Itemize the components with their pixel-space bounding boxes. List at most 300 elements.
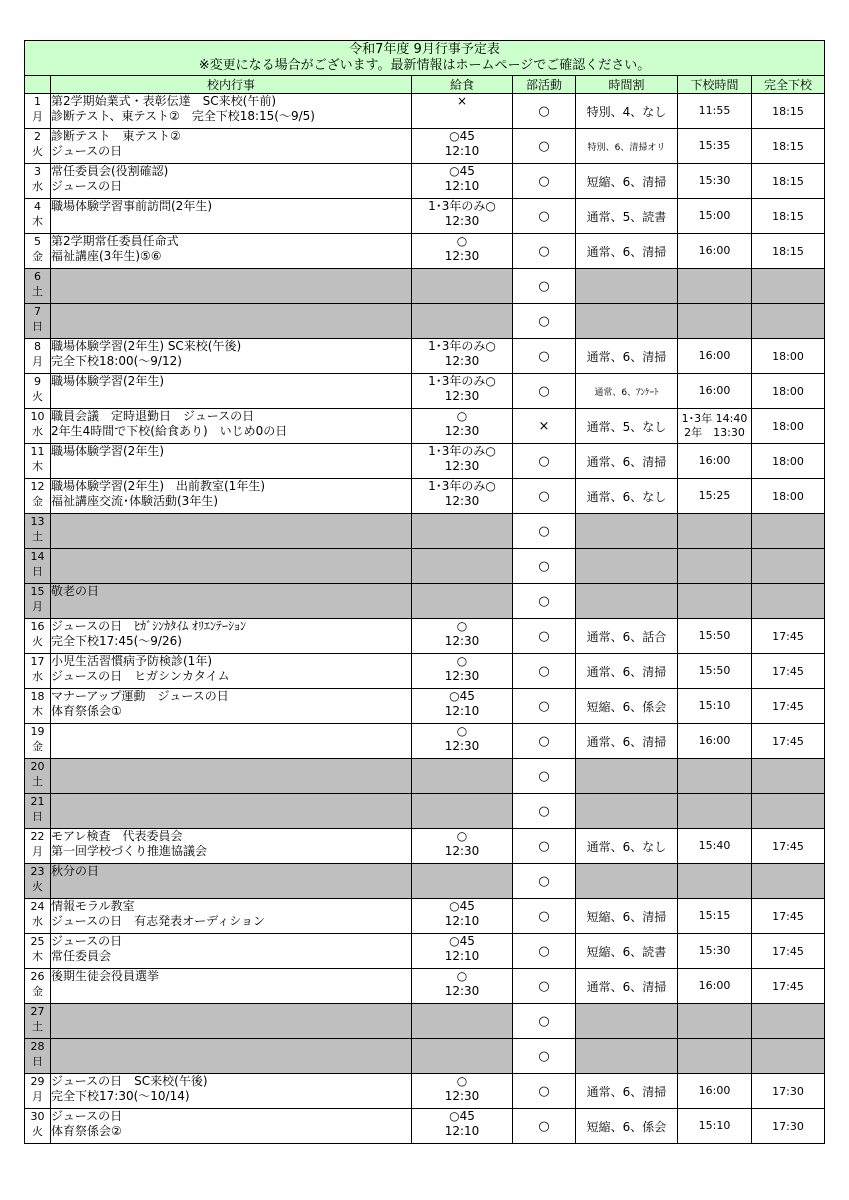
weekday: 金 xyxy=(32,740,43,753)
page-title xyxy=(25,41,825,76)
club-cell: ○ xyxy=(513,724,576,759)
club-cell: ○ xyxy=(513,129,576,164)
dismissal-cell xyxy=(678,129,752,164)
table-row xyxy=(25,1074,825,1109)
dismissal-cell xyxy=(678,794,752,829)
timetable-cell: 短縮、6、係会 xyxy=(576,1109,678,1144)
lunch-time: 12:30 xyxy=(444,459,480,473)
day-number: 23 xyxy=(30,865,45,878)
weekday: 火 xyxy=(32,1125,43,1138)
table-row xyxy=(25,1004,825,1039)
header-final-dismissal: 完全下校 xyxy=(752,76,825,94)
event-line-2: 2年生4時間で下校(給食あり) いじめ0の日 xyxy=(51,424,288,438)
table-row xyxy=(25,304,825,339)
final-dismissal-cell: 17:30 xyxy=(752,1109,825,1144)
day-number: 9 xyxy=(34,375,41,388)
weekday: 木 xyxy=(32,950,43,963)
timetable-cell: 通常、6、話合 xyxy=(576,619,678,654)
lunch-status: ○ xyxy=(456,969,468,983)
dismissal-cell xyxy=(678,969,752,1004)
lunch-cell xyxy=(412,794,513,829)
table-row xyxy=(25,864,825,899)
weekday: 火 xyxy=(32,390,43,403)
title-line-2: ※変更になる場合がございます。最新情報はホームページでご確認ください。 xyxy=(198,58,651,73)
club-cell: ○ xyxy=(513,549,576,584)
lunch-time: 12:30 xyxy=(444,354,480,368)
lunch-status: ○45 xyxy=(449,164,475,178)
table-row xyxy=(25,899,825,934)
club-cell: ○ xyxy=(513,584,576,619)
day-number: 8 xyxy=(34,340,41,353)
weekday: 水 xyxy=(32,180,43,193)
event-line-1: 第2学期常任委員任命式 xyxy=(51,234,179,248)
day-number: 16 xyxy=(30,620,45,633)
final-dismissal-cell: 18:00 xyxy=(752,444,825,479)
final-dismissal-cell xyxy=(752,759,825,794)
final-dismissal-cell: 17:45 xyxy=(752,934,825,969)
lunch-cell xyxy=(412,129,513,164)
timetable-cell xyxy=(576,269,678,304)
final-dismissal-cell xyxy=(752,794,825,829)
club-cell: ○ xyxy=(513,164,576,199)
lunch-status: 1･3年のみ○ xyxy=(428,339,496,353)
final-dismissal-cell: 17:45 xyxy=(752,619,825,654)
dismissal-time: 15:50 xyxy=(698,629,731,642)
lunch-cell xyxy=(412,654,513,689)
event-line-2: ジュースの日 ヒガシンカタイム xyxy=(51,669,230,683)
weekday: 土 xyxy=(32,285,43,298)
club-cell: ○ xyxy=(513,374,576,409)
table-row xyxy=(25,234,825,269)
final-dismissal-cell xyxy=(752,304,825,339)
weekday: 月 xyxy=(32,110,43,123)
timetable-cell xyxy=(576,1039,678,1074)
dismissal-time: 16:00 xyxy=(698,454,731,467)
weekday: 日 xyxy=(32,320,43,333)
final-dismissal-cell: 18:00 xyxy=(752,479,825,514)
dismissal-time: 15:30 xyxy=(698,174,731,187)
events-cell xyxy=(51,619,412,654)
event-line-2: ジュースの日 xyxy=(51,179,123,193)
lunch-time: 12:30 xyxy=(444,844,480,858)
lunch-status: 1･3年のみ○ xyxy=(428,199,496,213)
events-cell xyxy=(51,584,412,619)
lunch-status: ○ xyxy=(456,724,468,738)
day-number: 7 xyxy=(34,305,41,318)
date-cell xyxy=(25,549,51,584)
date-cell xyxy=(25,654,51,689)
weekday: 日 xyxy=(32,565,43,578)
table-row xyxy=(25,129,825,164)
timetable-cell: 通常、5、読書 xyxy=(576,199,678,234)
club-cell: ○ xyxy=(513,759,576,794)
lunch-status: ○45 xyxy=(449,129,475,143)
date-cell xyxy=(25,794,51,829)
day-number: 25 xyxy=(30,935,45,948)
date-cell xyxy=(25,829,51,864)
final-dismissal-cell: 18:15 xyxy=(752,94,825,129)
date-cell xyxy=(25,619,51,654)
dismissal-time: 16:00 xyxy=(698,734,731,747)
weekday: 木 xyxy=(32,215,43,228)
lunch-time: 12:10 xyxy=(444,914,480,928)
header-timetable: 時間割 xyxy=(576,76,678,94)
lunch-cell xyxy=(412,549,513,584)
lunch-status: ○45 xyxy=(449,899,475,913)
event-line-1: ジュースの日 ﾋｶﾞｼﾝｶﾀｲﾑ ｵﾘｴﾝﾃｰｼｮﾝ xyxy=(51,619,246,633)
header-school-events: 校内行事 xyxy=(51,76,412,94)
lunch-cell xyxy=(412,1004,513,1039)
dismissal-cell xyxy=(678,759,752,794)
event-line-2: ジュースの日 xyxy=(51,144,123,158)
timetable-cell: 通常、6、なし xyxy=(576,479,678,514)
table-row xyxy=(25,269,825,304)
events-cell xyxy=(51,969,412,1004)
event-line-1: 常任委員会(役割確認) xyxy=(51,164,169,178)
timetable-cell xyxy=(576,584,678,619)
event-line-1: 秋分の日 xyxy=(51,864,100,878)
title-line-1: 令和7年度 9月行事予定表 xyxy=(349,42,500,57)
schedule-table xyxy=(24,40,825,1144)
day-number: 11 xyxy=(30,445,45,458)
lunch-time: 12:30 xyxy=(444,739,480,753)
dismissal-cell xyxy=(678,514,752,549)
event-line-1: 職場体験学習(2年生) xyxy=(51,444,164,458)
lunch-status: ○ xyxy=(456,1074,468,1088)
header-club: 部活動 xyxy=(513,76,576,94)
club-cell: ○ xyxy=(513,269,576,304)
lunch-cell xyxy=(412,899,513,934)
lunch-status: 1･3年のみ○ xyxy=(428,479,496,493)
event-line-1: モアレ検査 代表委員会 xyxy=(51,829,183,843)
events-cell xyxy=(51,759,412,794)
timetable-cell xyxy=(576,864,678,899)
dismissal-time: 11:55 xyxy=(698,104,731,117)
dismissal-time: 1･3年 14:40 xyxy=(681,412,748,425)
table-row xyxy=(25,164,825,199)
final-dismissal-cell: 17:45 xyxy=(752,969,825,1004)
weekday: 水 xyxy=(32,915,43,928)
lunch-cell xyxy=(412,164,513,199)
events-cell xyxy=(51,479,412,514)
date-cell xyxy=(25,759,51,794)
date-cell xyxy=(25,514,51,549)
events-cell xyxy=(51,654,412,689)
timetable-cell xyxy=(576,794,678,829)
weekday: 水 xyxy=(32,425,43,438)
dismissal-cell xyxy=(678,619,752,654)
timetable-cell: 短縮、6、係会 xyxy=(576,689,678,724)
events-cell xyxy=(51,234,412,269)
table-row xyxy=(25,584,825,619)
dismissal-cell xyxy=(678,409,752,444)
dismissal-cell xyxy=(678,164,752,199)
day-number: 26 xyxy=(30,970,45,983)
weekday: 月 xyxy=(32,845,43,858)
dismissal-time: 15:40 xyxy=(698,839,731,852)
lunch-cell xyxy=(412,584,513,619)
day-number: 17 xyxy=(30,655,45,668)
day-number: 22 xyxy=(30,830,45,843)
lunch-time: 12:30 xyxy=(444,249,480,263)
event-line-2: 福祉講座交流･体験活動(3年生) xyxy=(51,494,218,508)
weekday: 月 xyxy=(32,600,43,613)
date-cell xyxy=(25,1004,51,1039)
lunch-cell xyxy=(412,269,513,304)
events-cell xyxy=(51,1109,412,1144)
table-row xyxy=(25,94,825,129)
events-cell xyxy=(51,409,412,444)
day-number: 28 xyxy=(30,1040,45,1053)
lunch-cell xyxy=(412,444,513,479)
date-cell xyxy=(25,969,51,1004)
day-number: 30 xyxy=(30,1110,45,1123)
lunch-time: 12:30 xyxy=(444,634,480,648)
club-cell: ○ xyxy=(513,94,576,129)
weekday: 月 xyxy=(32,355,43,368)
event-line-1: ジュースの日 xyxy=(51,1109,123,1123)
dismissal-cell xyxy=(678,94,752,129)
date-cell xyxy=(25,304,51,339)
header-lunch: 給食 xyxy=(412,76,513,94)
weekday: 土 xyxy=(32,1020,43,1033)
table-row xyxy=(25,934,825,969)
events-cell xyxy=(51,829,412,864)
final-dismissal-cell: 18:15 xyxy=(752,164,825,199)
event-line-2: ジュースの日 有志発表オーディション xyxy=(51,914,265,928)
table-row xyxy=(25,1039,825,1074)
day-number: 10 xyxy=(30,410,45,423)
lunch-time: 12:10 xyxy=(444,704,480,718)
table-row xyxy=(25,199,825,234)
lunch-cell xyxy=(412,94,513,129)
lunch-cell xyxy=(412,724,513,759)
table-row xyxy=(25,549,825,584)
final-dismissal-cell: 17:45 xyxy=(752,654,825,689)
weekday: 水 xyxy=(32,670,43,683)
final-dismissal-cell: 17:45 xyxy=(752,829,825,864)
lunch-cell xyxy=(412,864,513,899)
dismissal-time: 15:10 xyxy=(698,1119,731,1132)
table-row xyxy=(25,689,825,724)
weekday: 土 xyxy=(32,530,43,543)
dismissal-cell xyxy=(678,339,752,374)
event-line-1: マナーアップ運動 ジュースの日 xyxy=(51,689,229,703)
dismissal-time: 16:00 xyxy=(698,349,731,362)
table-row xyxy=(25,444,825,479)
weekday: 月 xyxy=(32,1090,43,1103)
date-cell xyxy=(25,1109,51,1144)
weekday: 火 xyxy=(32,635,43,648)
dismissal-time: 16:00 xyxy=(698,1084,731,1097)
events-cell xyxy=(51,444,412,479)
dismissal-cell xyxy=(678,1039,752,1074)
day-number: 19 xyxy=(30,725,45,738)
weekday: 日 xyxy=(32,1055,43,1068)
table-row xyxy=(25,374,825,409)
lunch-status: ○ xyxy=(456,829,468,843)
lunch-cell xyxy=(412,479,513,514)
lunch-time: 12:30 xyxy=(444,494,480,508)
events-cell xyxy=(51,934,412,969)
lunch-time: 12:10 xyxy=(444,1124,480,1138)
club-cell: ○ xyxy=(513,619,576,654)
date-cell xyxy=(25,584,51,619)
dismissal-cell xyxy=(678,934,752,969)
dismissal-cell xyxy=(678,864,752,899)
weekday: 火 xyxy=(32,880,43,893)
lunch-status: ○ xyxy=(456,654,468,668)
day-number: 27 xyxy=(30,1005,45,1018)
lunch-cell xyxy=(412,759,513,794)
timetable-cell xyxy=(576,549,678,584)
dismissal-cell xyxy=(678,304,752,339)
table-row xyxy=(25,969,825,1004)
club-cell: ○ xyxy=(513,444,576,479)
events-cell xyxy=(51,94,412,129)
final-dismissal-cell xyxy=(752,269,825,304)
date-cell xyxy=(25,129,51,164)
header-date xyxy=(25,76,51,94)
event-line-2: 完全下校17:45(～9/26) xyxy=(51,634,182,648)
dismissal-time-2: 2年 13:30 xyxy=(684,426,745,439)
timetable-cell xyxy=(576,759,678,794)
club-cell: ○ xyxy=(513,1039,576,1074)
final-dismissal-cell xyxy=(752,1004,825,1039)
lunch-cell xyxy=(412,339,513,374)
dismissal-cell xyxy=(678,829,752,864)
weekday: 木 xyxy=(32,460,43,473)
dismissal-cell xyxy=(678,899,752,934)
day-number: 14 xyxy=(30,550,45,563)
lunch-time: 12:30 xyxy=(444,984,480,998)
events-cell xyxy=(51,864,412,899)
club-cell: ○ xyxy=(513,479,576,514)
lunch-time: 12:10 xyxy=(444,179,480,193)
day-number: 4 xyxy=(34,200,41,213)
lunch-time: 12:30 xyxy=(444,389,480,403)
timetable-cell: 通常、6、清掃 xyxy=(576,724,678,759)
lunch-cell xyxy=(412,1039,513,1074)
events-cell xyxy=(51,1039,412,1074)
timetable-cell: 通常、6、清掃 xyxy=(576,969,678,1004)
day-number: 29 xyxy=(30,1075,45,1088)
event-line-2: 完全下校17:30(～10/14) xyxy=(51,1089,190,1103)
timetable-cell: 短縮、6、読書 xyxy=(576,934,678,969)
event-line-1: 診断テスト 東テスト② xyxy=(51,129,181,143)
date-cell xyxy=(25,94,51,129)
timetable-cell xyxy=(576,1004,678,1039)
event-line-1: 職場体験学習事前訪問(2年生) xyxy=(51,199,212,213)
timetable-cell: 特別、4、なし xyxy=(576,94,678,129)
table-row xyxy=(25,829,825,864)
dismissal-time: 15:15 xyxy=(698,909,731,922)
event-line-2: 第一回学校づくり推進協議会 xyxy=(51,844,208,858)
final-dismissal-cell xyxy=(752,864,825,899)
table-row xyxy=(25,409,825,444)
date-cell xyxy=(25,934,51,969)
timetable-cell xyxy=(576,514,678,549)
lunch-cell xyxy=(412,1109,513,1144)
final-dismissal-cell: 18:00 xyxy=(752,374,825,409)
lunch-time: 12:10 xyxy=(444,144,480,158)
lunch-status: ○45 xyxy=(449,1109,475,1123)
final-dismissal-cell: 17:45 xyxy=(752,899,825,934)
day-number: 15 xyxy=(30,585,45,598)
date-cell xyxy=(25,479,51,514)
event-line-2: 診断テスト、東テスト② 完全下校18:15(～9/5) xyxy=(51,109,315,123)
club-cell: ○ xyxy=(513,234,576,269)
day-number: 12 xyxy=(30,480,45,493)
weekday: 木 xyxy=(32,705,43,718)
lunch-cell xyxy=(412,409,513,444)
event-line-1: 情報モラル教室 xyxy=(51,899,135,913)
table-row xyxy=(25,794,825,829)
table-row xyxy=(25,759,825,794)
club-cell: ○ xyxy=(513,864,576,899)
lunch-status: ○45 xyxy=(449,689,475,703)
table-row xyxy=(25,619,825,654)
dismissal-time: 16:00 xyxy=(698,979,731,992)
table-row xyxy=(25,479,825,514)
date-cell xyxy=(25,724,51,759)
dismissal-cell xyxy=(678,654,752,689)
dismissal-cell xyxy=(678,689,752,724)
club-cell: ○ xyxy=(513,1109,576,1144)
dismissal-time: 15:30 xyxy=(698,944,731,957)
event-line-2: 常任委員会 xyxy=(51,949,112,963)
table-row xyxy=(25,339,825,374)
dismissal-cell xyxy=(678,1004,752,1039)
dismissal-time: 15:10 xyxy=(698,699,731,712)
events-cell xyxy=(51,269,412,304)
timetable-cell: 特別、6、清掃オリ xyxy=(576,129,678,164)
column-header-row xyxy=(25,76,825,94)
club-cell: ○ xyxy=(513,934,576,969)
final-dismissal-cell xyxy=(752,1039,825,1074)
events-cell xyxy=(51,304,412,339)
club-cell: ○ xyxy=(513,969,576,1004)
lunch-cell xyxy=(412,514,513,549)
lunch-status: 1･3年のみ○ xyxy=(428,374,496,388)
timetable-cell: 短縮、6、清掃 xyxy=(576,164,678,199)
final-dismissal-cell xyxy=(752,549,825,584)
event-line-2: 完全下校18:00(～9/12) xyxy=(51,354,182,368)
final-dismissal-cell: 18:15 xyxy=(752,234,825,269)
table-row xyxy=(25,654,825,689)
lunch-time: 12:30 xyxy=(444,214,480,228)
date-cell xyxy=(25,269,51,304)
lunch-cell xyxy=(412,689,513,724)
date-cell xyxy=(25,339,51,374)
event-line-1: ジュースの日 xyxy=(51,934,123,948)
dismissal-cell xyxy=(678,269,752,304)
events-cell xyxy=(51,164,412,199)
event-line-1: 職場体験学習(2年生) 出前教室(1年生) xyxy=(51,479,265,493)
timetable-cell: 通常、6、なし xyxy=(576,829,678,864)
lunch-cell xyxy=(412,374,513,409)
event-line-1: 小児生活習慣病予防検診(1年) xyxy=(51,654,212,668)
club-cell: ○ xyxy=(513,794,576,829)
lunch-cell xyxy=(412,619,513,654)
club-cell: ○ xyxy=(513,689,576,724)
events-cell xyxy=(51,199,412,234)
day-number: 20 xyxy=(30,760,45,773)
lunch-status: ○ xyxy=(456,409,468,423)
final-dismissal-cell: 18:00 xyxy=(752,339,825,374)
weekday: 火 xyxy=(32,145,43,158)
header-dismissal: 下校時間 xyxy=(678,76,752,94)
